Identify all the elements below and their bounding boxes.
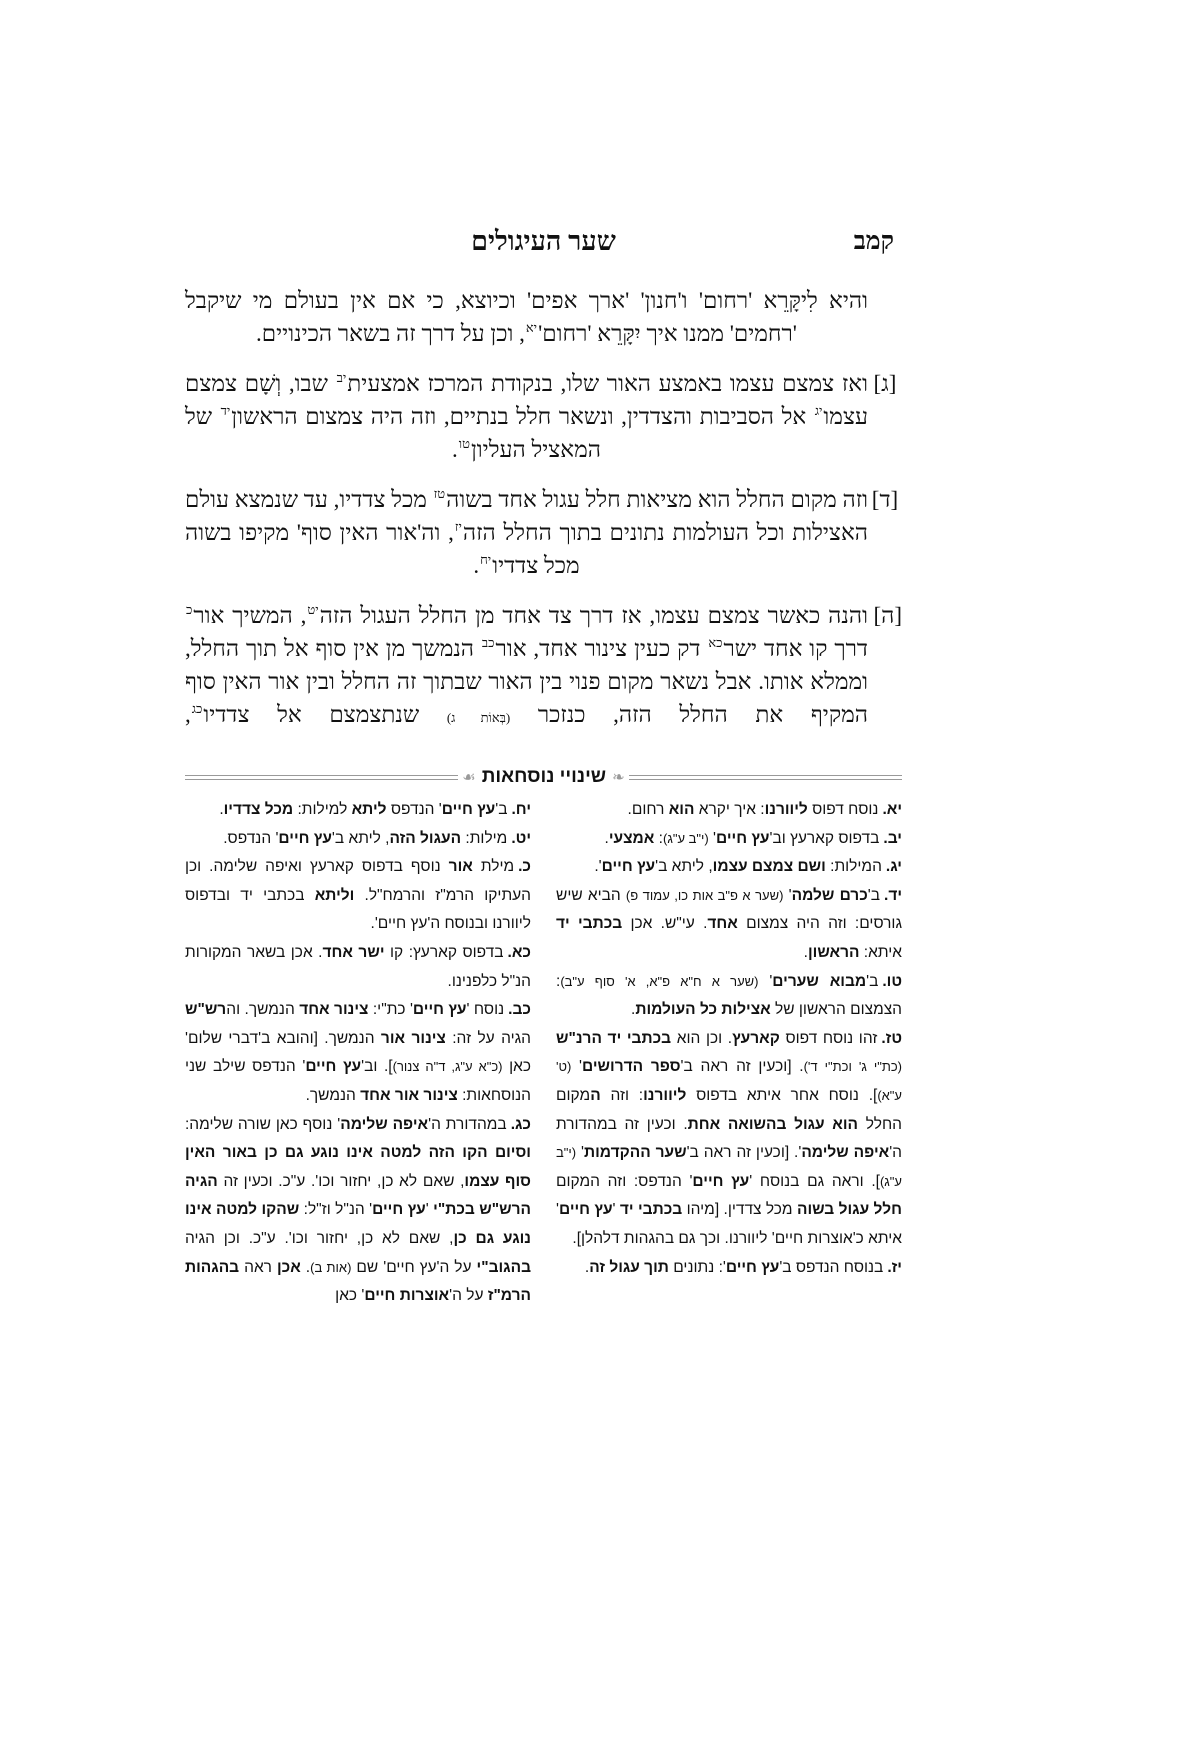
text-run: הנמשך. וה [226, 1001, 300, 1019]
bold-text: ושם צמצם עצמו [712, 858, 826, 876]
text-run: דק כעין צינור אחד, אור [495, 636, 708, 661]
text-run: למילות: [293, 801, 352, 818]
bold-text: מכל צדדיו [223, 801, 294, 818]
footnote-label: טו. [882, 972, 903, 990]
page-header [185, 222, 902, 262]
footnote-label: יט. [511, 829, 531, 847]
ornament-icon: ❧ [612, 769, 625, 786]
bold-text: ליוורנו [643, 1086, 687, 1104]
source-citation: (י"ב ע"ג) [556, 1145, 902, 1189]
paragraph [185, 284, 902, 350]
text-run: בנוסח הנדפס ב' [779, 1258, 884, 1276]
text-run: ' [425, 1201, 434, 1219]
bold-text: עץ חיים [692, 1172, 750, 1190]
footnote [556, 853, 902, 882]
bold-text: תוך עגול זה [589, 1258, 669, 1276]
bold-text: וליתא [314, 886, 355, 904]
bold-text: אמצעי [608, 829, 655, 847]
text-run: . וכעין זה במהדורת ה' [556, 1115, 902, 1162]
bold-text: קארעץ [732, 1029, 780, 1047]
footnote [556, 1025, 902, 1254]
text-run: ' [571, 1058, 582, 1076]
text-run: נוסח ' [466, 1001, 505, 1019]
footnote [185, 1111, 531, 1311]
text-run: ]. וב' [361, 1058, 393, 1076]
bold-text: הוא עגול בהשואה אחת [687, 1115, 859, 1133]
text-run: '. [וכעין זה ראה ב' [686, 1144, 802, 1162]
text-run: ' [758, 972, 773, 990]
footnote-label: יח. [511, 801, 531, 818]
text-run: . עי"ש. אכן [622, 915, 708, 933]
bold-text: עץ חיים [305, 1058, 362, 1076]
footnote [185, 939, 531, 996]
notes-divider [185, 766, 902, 788]
bold-text: אחד [707, 915, 738, 933]
bold-text: חלל עגול בשוה [796, 1201, 902, 1219]
bold-text: צינור אור [380, 1029, 446, 1047]
bold-text: איפה שלימה [340, 1115, 429, 1133]
text-run: : [654, 829, 663, 847]
source-citation: (אות ב) [310, 1259, 352, 1275]
text-run: של המאציל העליון [185, 404, 601, 462]
bold-text: עץ חיים [725, 1258, 780, 1276]
bold-text: רש"ש [185, 1001, 227, 1019]
text-run: : הצמצום הראשון של [556, 972, 902, 1019]
text-run: , המשיך אור [193, 603, 307, 628]
text-run: והיא לִיקָּרֵא 'רחום' ו'חנון' 'ארך אפים' וכיוצא, כי אם אין בעולם מי שיקבל 'רחמים' ממנו איך יִקָּרֵא 'רחום' [185, 288, 868, 346]
footnote-label: כב. [508, 1001, 531, 1019]
bold-text: עץ חיים [278, 829, 332, 847]
text-run: מכל צדדין. [מיהו [682, 1201, 797, 1219]
text-run: והנה כאשר צמצם עצמו, אז דרך צד אחד מן החלל העגול הזה [319, 603, 868, 628]
text-run: . [452, 437, 458, 462]
footnote-ref: יג [814, 403, 823, 418]
source-citation: (שער א פ"ב אות כו, עמוד פ) [625, 887, 784, 903]
bold-text: עץ חיים [601, 858, 656, 876]
text-run: על ה'עץ חיים' שם [351, 1258, 477, 1276]
footnote-ref: יא [525, 320, 538, 335]
footnote-label: יז. [887, 1258, 902, 1276]
text-run: ' הנדפס שילב שני הנוסחאות: [185, 1058, 531, 1104]
bold-text: בכתבי יד [556, 915, 623, 933]
text-run: הנמשך מן אין סוף אל תוך החלל, וממלא אותו. אבל נשאר מקום פנוי בין האור שבתוך זה החלל ובין אור האין סוף המקיף את החלל הזה, כנזכר [185, 636, 868, 727]
paragraph-marker: [ה] [873, 603, 902, 628]
text-run: , שאם לא כן, יחזור וכו'. ע"כ. וכן הגיה [185, 1229, 454, 1247]
divider-line [185, 775, 458, 780]
footnote-label: כג. [510, 1115, 532, 1133]
text-run: דרך קו אחד ישר [723, 636, 868, 661]
text-run: רחום. [627, 801, 669, 818]
text-run: ': נתונים [668, 1258, 726, 1276]
text-run: הביא שיש גורסים: וזה היה צמצום [556, 886, 903, 933]
paragraph [185, 599, 902, 734]
footnote [556, 796, 902, 825]
footnote-ref: כב [481, 635, 495, 650]
text-run: ]. נוסח אחר איתא בדפוס [686, 1086, 878, 1104]
text-run: , וה'אור האין סוף' מקיפו בשוה מכל צדדיו [185, 520, 580, 578]
source-citation: (בְּאוֹת ג) [446, 710, 511, 725]
text-run: אל הסביבות והצדדין, ונשאר חלל בנתיים, וזה היה צמצום הראשון [231, 404, 814, 429]
text-run: ב' [495, 801, 508, 818]
text-run: . [631, 1001, 636, 1019]
footnote [556, 1254, 902, 1283]
text-run: ' הנדפס: וזה המקום [556, 1172, 693, 1190]
footnote-label: יד. [884, 886, 903, 904]
bold-text: בכתבי יד הרנ"ש [556, 1029, 672, 1047]
text-run: הגיה על זה: [445, 1029, 531, 1047]
footnote [185, 796, 531, 825]
footnote [556, 968, 902, 1025]
footnote-label: כא. [507, 943, 531, 961]
text-run: , וכן על דרך זה בשאר הכינויים. [256, 321, 525, 346]
text-run: . [604, 829, 609, 847]
text-run: הנמשך. [והובא ב'דברי שלום' כאן [185, 1029, 531, 1076]
text-run: , ליתא ב' [655, 858, 713, 876]
bold-text: ספר הדרושים [582, 1058, 681, 1076]
bold-text: בכתבי יד [619, 1201, 683, 1219]
ornament-icon: ☙ [462, 769, 476, 786]
footnote-label: יב. [883, 829, 902, 847]
footnote-ref: כא [708, 635, 723, 650]
footnote [556, 882, 902, 968]
bold-text: אצילות כל העולמות [635, 1001, 771, 1019]
page-number: קמב [853, 228, 894, 255]
text-run: ' הנדפס. [223, 829, 279, 847]
bold-text: העגול הזה [389, 829, 462, 847]
text-run: . [וכעין זה ראה ב' [680, 1058, 804, 1076]
footnote-ref: יט [307, 602, 319, 617]
footnote-ref: כג [191, 701, 203, 716]
text-run: ]. וראה גם בנוסח ' [749, 1172, 880, 1190]
footnote-label: יא. [882, 801, 902, 818]
text-run: ' כאן [335, 1287, 365, 1305]
text-run: ' נוסף כאן שורה שלימה: [185, 1115, 341, 1133]
text-run: , ליתא ב' [331, 829, 390, 847]
text-run: : וזה [600, 1086, 644, 1104]
text-run: , [185, 702, 191, 727]
bold-text: עץ חיים [372, 1201, 426, 1219]
bold-text: עץ חיים [412, 1001, 467, 1019]
bold-text: בהגהות הרמ"ז [185, 1258, 531, 1305]
text-run: . [300, 1258, 311, 1276]
source-citation: (כת"י ג' וכת"י ד') [803, 1059, 902, 1075]
footnote-ref: כ [186, 602, 193, 617]
text-run: מילת [472, 858, 515, 876]
footnote-ref: יח [480, 552, 492, 567]
text-run: ב' [866, 972, 879, 990]
footnote-ref: יז [454, 519, 462, 534]
text-run: ואז צמצם עצמו באמצע האור שלו, בנקודת המרכז אמצעית [347, 371, 868, 396]
paragraph [185, 367, 902, 466]
text-run: ראה [239, 1258, 277, 1276]
footnote-label: טז. [881, 1029, 902, 1047]
bold-text: וסיום הקו הזה למטה אינו נוגע גם כן באור האין סוף עצמו [185, 1144, 531, 1190]
text-run: נוסף בדפוס קארעץ ואיפה שלימה. וכן העתיקו הרמ"ז והרמח"ל. [185, 858, 531, 904]
bold-text: איפה שלימה [801, 1144, 890, 1162]
text-run: . אכן בשאר המקורות הנ"ל כלפנינו. [185, 943, 531, 990]
text-run: ' הנ"ל וז"ל: [299, 1201, 373, 1219]
text-run: . [473, 553, 480, 578]
notes-title: שינויי נוסחאות [481, 766, 607, 787]
bold-text: שער ההקדמות [583, 1144, 687, 1162]
paragraph-marker: [ג] [873, 371, 897, 396]
bold-text: הראשון [807, 943, 860, 961]
footnote-ref: טו [458, 436, 470, 451]
text-run: מכל צדדיו, עד שנמצא עולם האצילות וכל העולמות נתונים בתוך החלל הזה [185, 487, 868, 545]
bold-text: צינור אור אחד [360, 1086, 458, 1104]
bold-text: אכן [276, 1258, 301, 1276]
bold-text: אור [448, 858, 473, 876]
footnotes-column-left [185, 796, 531, 1311]
text-run: בדפוס קארעץ: קו [384, 943, 504, 961]
bold-text: עץ חיים [558, 1201, 613, 1219]
bold-text: עץ חיים [441, 801, 496, 818]
text-run: המילות: [825, 858, 882, 876]
bold-text: שהקו למטה אינו נוגע גם כן [185, 1201, 531, 1247]
text-run: . [584, 1258, 590, 1276]
paragraph [185, 483, 902, 582]
text-run: נוסח דפוס [807, 801, 879, 818]
bold-text: ליוורנו [764, 801, 808, 818]
divider-line [629, 775, 902, 780]
text-run: '. [594, 858, 602, 876]
text-run: ' כת"י: [368, 1001, 413, 1019]
bold-text: ה [590, 1086, 601, 1104]
bold-text: עץ חיים [715, 829, 770, 847]
text-run: ' [576, 1144, 584, 1162]
text-run: על ה' [449, 1287, 488, 1305]
text-run: מקום החלל [556, 1086, 902, 1133]
bold-text: הוא [668, 801, 695, 818]
bold-text: צינור אחד [299, 1001, 369, 1019]
bold-text: אוצרות חיים [364, 1287, 450, 1305]
text-run: בדפוס קארעץ וב' [769, 829, 880, 847]
footnote-ref: יד [220, 403, 231, 418]
footnote-label: יג. [885, 858, 902, 876]
text-run: ' [783, 886, 792, 904]
text-run: מילות: [461, 829, 508, 847]
bold-text: בהגוב"י [476, 1258, 531, 1276]
source-citation: (כ"א ע"ג, ד"ה צנור) [392, 1059, 503, 1075]
text-run: . וכן הוא [671, 1029, 733, 1047]
bold-text: ישר אחד [322, 943, 385, 961]
text-run: הנמשך. [305, 1086, 361, 1104]
footnote [556, 825, 902, 854]
source-citation: (שער א ח"א פ"א, א' סוף ע"ב) [560, 973, 759, 989]
text-run: במהדורת ה' [428, 1115, 507, 1133]
source-citation: (ט' ע"א) [556, 1059, 902, 1103]
bold-text: ליתא [351, 801, 387, 818]
main-text [185, 284, 902, 751]
text-run: שבו, וְשָׁם צמצם עצמו [185, 371, 869, 429]
bold-text: כרם שלמה [791, 886, 868, 904]
footnotes-column-right [556, 796, 902, 1311]
text-run: . [219, 801, 224, 818]
footnote-ref: יב [336, 370, 347, 385]
text-run: זהו נוסח דפוס [779, 1029, 878, 1047]
source-citation: (י"ב ע"ג) [663, 830, 709, 846]
text-run: : איך יקרא [694, 801, 765, 818]
footnotes [185, 796, 902, 1311]
text-run: ב' [867, 886, 881, 904]
paragraph-marker: [ד] [871, 487, 899, 512]
text-run: ' איתא כ'אוצרות חיים' ליוורנו. וכך גם בהגהות דלהלן]. [556, 1201, 902, 1247]
text-run: בכתבי יד ובדפוס ליוורנו ובנוסח ה'עץ חיים'. [185, 886, 531, 933]
footnote-ref: טז [433, 486, 446, 501]
text-run: , שאם לא כן, יחזור וכו'. ע"כ. וכעין זה [217, 1172, 465, 1190]
text-run: ' [612, 1201, 620, 1219]
text-run: . [803, 943, 808, 961]
text-run: ' [708, 829, 716, 847]
footnote [185, 825, 531, 854]
text-run: שנתצמצם אל צדדיו [203, 702, 447, 727]
running-title: שער העיגולים [471, 226, 616, 256]
text-run: וזה מקום החלל הוא מציאות חלל עגול אחד בשוה [446, 487, 868, 512]
footnote [185, 853, 531, 939]
footnote [185, 996, 531, 1110]
text-run: איתא: [859, 943, 902, 961]
footnote-label: כ. [518, 858, 532, 876]
bold-text: מבוא שערים [772, 972, 867, 990]
text-run: ' הנדפס [386, 801, 442, 818]
bold-text: הגיה הרש"ש בכת"י [185, 1172, 531, 1219]
